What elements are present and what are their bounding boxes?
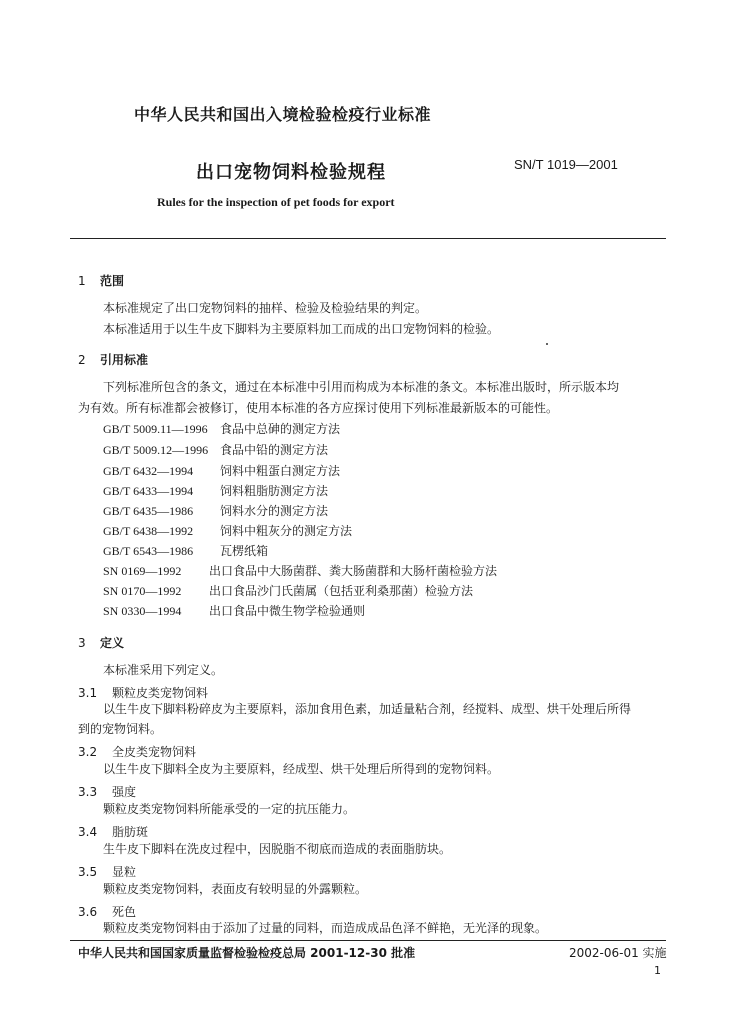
reference-code: GB/T 6433—1994: [103, 484, 194, 498]
section-number: 1: [78, 274, 86, 288]
clause-number: 3.1: [78, 686, 98, 700]
section-3-heading: [78, 634, 124, 651]
paragraph-line: 下列标准所包含的条文，通过在本标准中引用而构成为本标准的条文。本标准出版时，所示版本均: [103, 380, 620, 394]
scan-speck: [546, 343, 548, 345]
implementation-date: 2002-06-01 实施: [569, 946, 667, 960]
term-name: 全皮类宠物饲料: [112, 745, 197, 759]
reference-title: 饲料中粗灰分的测定方法: [220, 524, 353, 538]
header-rule: [70, 238, 666, 239]
page-number: 1: [654, 964, 661, 977]
section-number: 3: [78, 636, 86, 650]
definition-text: 以生牛皮下脚料全皮为主要原料，经成型、烘干处理后所得到的宠物饲料。: [103, 762, 500, 776]
definition-3-1-heading: [78, 682, 208, 701]
definition-text: 颗粒皮类宠物饲料所能承受的一定的抗压能力。: [103, 802, 356, 816]
reference-item: [103, 502, 328, 519]
clause-number: 3.6: [78, 905, 98, 919]
reference-item: [103, 462, 340, 479]
reference-item: [103, 441, 328, 458]
reference-item: [103, 482, 328, 499]
reference-title: 出口食品中微生物学检验通则: [209, 604, 366, 618]
clause-number: 3.5: [78, 865, 98, 879]
section-1-heading: [78, 272, 124, 289]
term-name: 强度: [112, 785, 137, 799]
reference-code: GB/T 5009.12—1996: [103, 443, 209, 457]
definition-text: 以生牛皮下脚料粉碎皮为主要原料，添加食用色素，加适量粘合剂，经搅料、成型、烘干处理后所得: [103, 702, 632, 716]
reference-title: 出口食品沙门氏菌属（包括亚利桑那菌）检验方法: [209, 584, 474, 598]
approval-statement: 中华人民共和国国家质量监督检验检疫总局 2001-12-30 批准: [78, 946, 416, 960]
section-2-heading: [78, 351, 148, 368]
section-title: 定义: [100, 636, 125, 650]
reference-code: GB/T 6435—1986: [103, 504, 194, 518]
definition-text: 颗粒皮类宠物饲料，表面皮有较明显的外露颗粒。: [103, 882, 368, 896]
reference-item: [103, 602, 365, 619]
definition-text: 颗粒皮类宠物饲料由于添加了过量的同料，而造成成品色泽不鲜艳，无光泽的现象。: [103, 921, 548, 935]
definition-3-4-heading: [78, 821, 148, 840]
clause-number: 3.3: [78, 785, 98, 799]
reference-code: GB/T 5009.11—1996: [103, 422, 208, 436]
term-name: 显粒: [112, 865, 137, 879]
reference-title: 饲料水分的测定方法: [220, 504, 329, 518]
reference-code: SN 0330—1994: [103, 604, 182, 618]
reference-code: GB/T 6543—1986: [103, 544, 194, 558]
paragraph: 本标准采用下列定义。: [103, 663, 224, 677]
definition-3-2-heading: [78, 741, 196, 760]
reference-item: [103, 522, 352, 539]
paragraph: 本标准规定了出口宠物饲料的抽样、检验及检验结果的判定。: [103, 301, 428, 315]
reference-item: [103, 420, 340, 437]
footer-rule: [70, 940, 666, 941]
term-name: 死色: [112, 905, 137, 919]
reference-code: GB/T 6438—1992: [103, 524, 194, 538]
section-title: 引用标准: [100, 353, 149, 367]
reference-code: SN 0169—1992: [103, 564, 182, 578]
reference-title: 食品中总砷的测定方法: [220, 422, 341, 436]
reference-title: 饲料粗脂肪测定方法: [220, 484, 329, 498]
section-number: 2: [78, 353, 86, 367]
term-name: 颗粒皮类宠物饲料: [112, 686, 209, 700]
term-name: 脂肪斑: [112, 825, 149, 839]
reference-title: 瓦楞纸箱: [220, 544, 269, 558]
clause-number: 3.2: [78, 745, 98, 759]
reference-title: 饲料中粗蛋白测定方法: [220, 464, 341, 478]
document-title: 出口宠物饲料检验规程: [196, 162, 386, 183]
reference-item: [103, 542, 268, 559]
paragraph-line: 为有效。所有标准都会被修订，使用本标准的各方应探讨使用下列标准最新版本的可能性。: [78, 401, 559, 415]
definition-text: 到的宠物饲料。: [78, 722, 163, 736]
clause-number: 3.4: [78, 825, 98, 839]
section-title: 范围: [100, 274, 125, 288]
definition-3-3-heading: [78, 781, 136, 800]
standard-category-heading: 中华人民共和国出入境检验检疫行业标准: [134, 105, 432, 124]
reference-code: GB/T 6432—1994: [103, 464, 194, 478]
reference-code: SN 0170—1992: [103, 584, 182, 598]
paragraph: 本标准适用于以生牛皮下脚料为主要原料加工而成的出口宠物饲料的检验。: [103, 322, 500, 336]
definition-3-6-heading: [78, 901, 136, 920]
standard-number: SN/T 1019—2001: [514, 157, 618, 172]
definition-3-5-heading: [78, 861, 136, 880]
reference-item: [103, 562, 497, 579]
reference-title: 出口食品中大肠菌群、粪大肠菌群和大肠杆菌检验方法: [209, 564, 498, 578]
definition-text: 生牛皮下脚料在洗皮过程中，因脱脂不彻底而造成的表面脂肪块。: [103, 842, 452, 856]
english-title: Rules for the inspection of pet foods for export: [157, 195, 395, 209]
reference-item: [103, 582, 473, 599]
reference-title: 食品中铅的测定方法: [220, 443, 329, 457]
